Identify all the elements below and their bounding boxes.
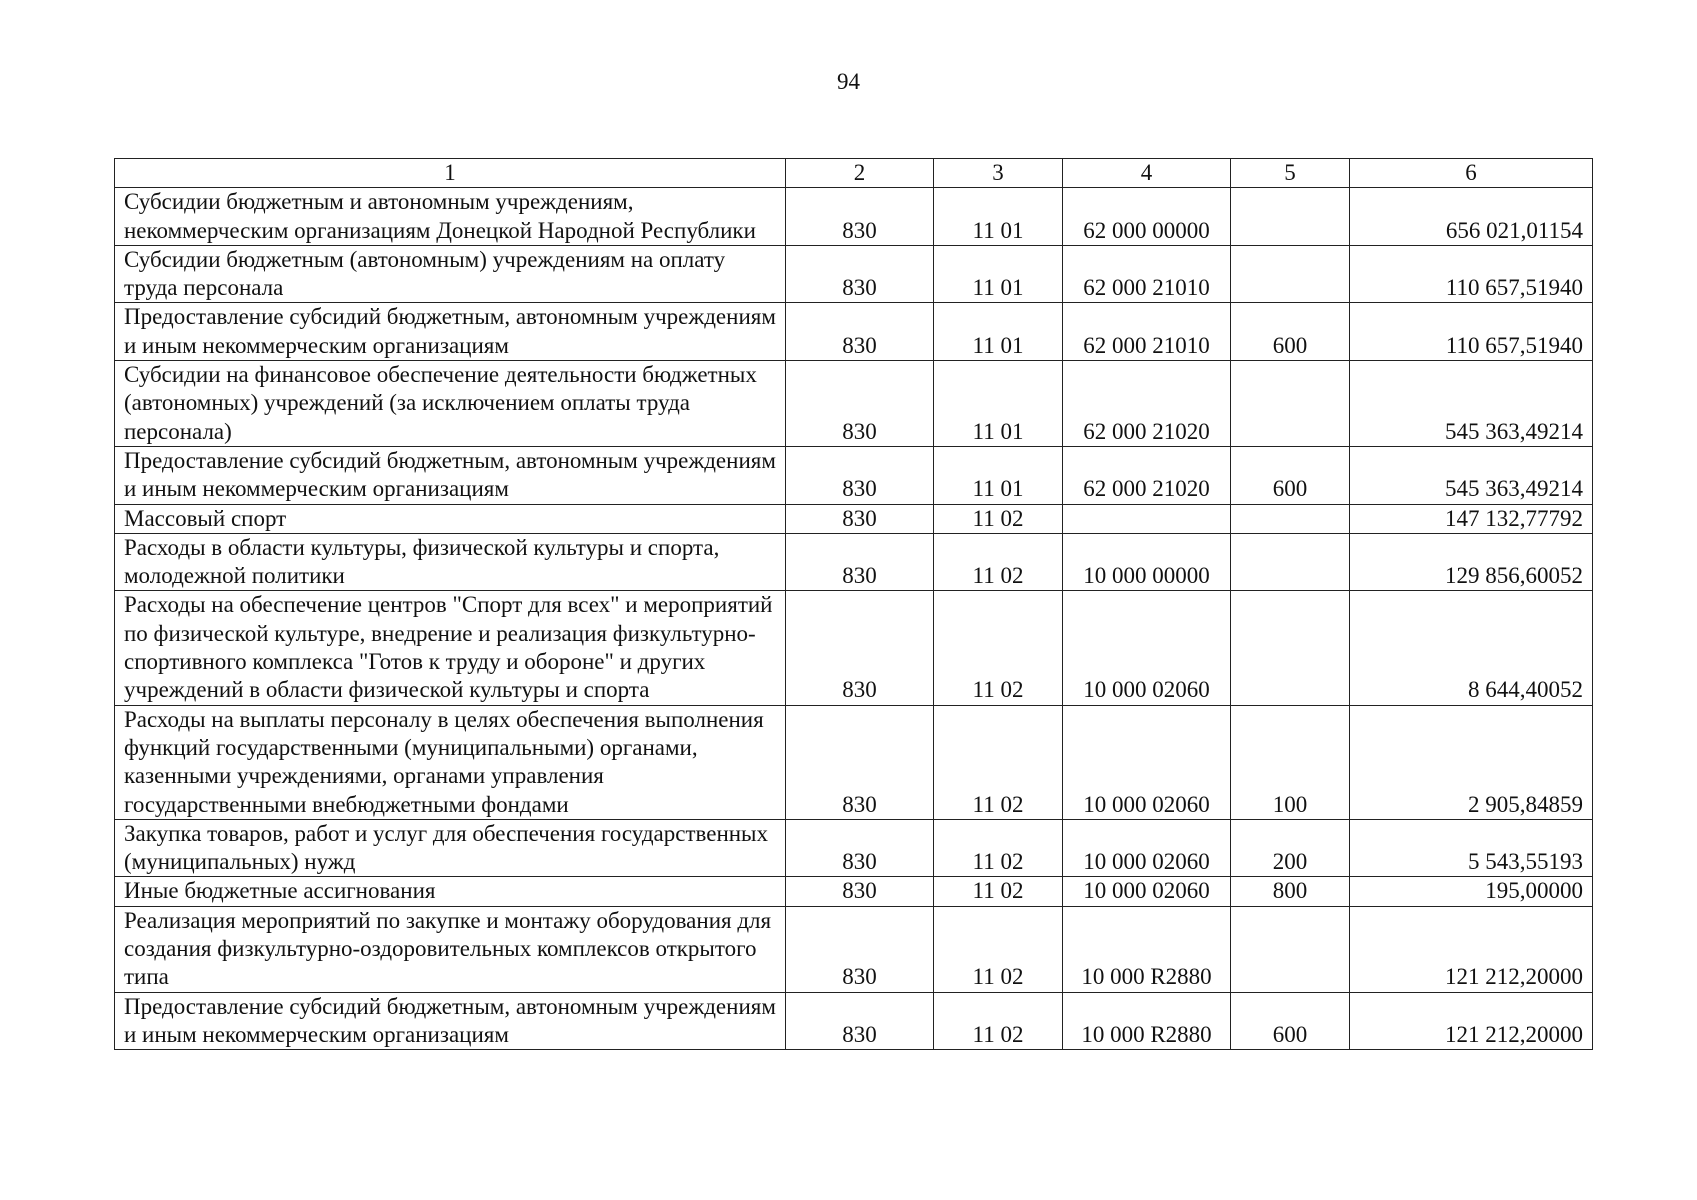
row-expense-type-cell <box>1231 245 1350 303</box>
table-row <box>115 591 1593 705</box>
row-section-cell: 11 01 <box>934 361 1063 447</box>
row-ved-code-cell: 830 <box>786 705 934 819</box>
row-expense-type-cell <box>1231 361 1350 447</box>
row-name-cell: Предоставление субсидий бюджетным, автономным учреждениям и иным некоммерческим организациям <box>115 992 786 1050</box>
row-section-cell: 11 02 <box>934 504 1063 533</box>
page-number: 94 <box>837 69 860 94</box>
row-amount-cell: 110 657,51940 <box>1350 245 1593 303</box>
row-expense-type-cell <box>1231 188 1350 246</box>
table-body <box>115 188 1593 1050</box>
table-row <box>115 992 1593 1050</box>
row-section-cell: 11 02 <box>934 533 1063 591</box>
row-ved-code-cell: 830 <box>786 906 934 992</box>
row-expense-type-cell <box>1231 504 1350 533</box>
row-amount-cell: 129 856,60052 <box>1350 533 1593 591</box>
row-ved-code-cell: 830 <box>786 877 934 906</box>
row-expense-type-cell: 800 <box>1231 877 1350 906</box>
row-expense-type-cell <box>1231 591 1350 705</box>
row-section-cell: 11 02 <box>934 819 1063 877</box>
row-name-cell: Реализация мероприятий по закупке и монтажу оборудования для создания физкультурно-оздоровительных комплексов открытого типа <box>115 906 786 992</box>
column-header: 3 <box>934 159 1063 188</box>
row-name-cell: Иные бюджетные ассигнования <box>115 877 786 906</box>
row-section-cell: 11 02 <box>934 591 1063 705</box>
row-ved-code-cell: 830 <box>786 591 934 705</box>
row-ved-code-cell: 830 <box>786 303 934 361</box>
table-row <box>115 819 1593 877</box>
row-ved-code-cell: 830 <box>786 446 934 504</box>
row-section-cell: 11 01 <box>934 188 1063 246</box>
row-section-cell: 11 02 <box>934 705 1063 819</box>
row-expense-type-cell: 600 <box>1231 303 1350 361</box>
table-row <box>115 533 1593 591</box>
column-header: 1 <box>115 159 786 188</box>
row-target-article-cell: 10 000 00000 <box>1063 533 1231 591</box>
row-target-article-cell: 10 000 02060 <box>1063 591 1231 705</box>
row-amount-cell: 121 212,20000 <box>1350 906 1593 992</box>
table-row <box>115 705 1593 819</box>
table-row <box>115 361 1593 447</box>
row-name-cell: Расходы на обеспечение центров "Спорт для всех" и мероприятий по физической культуре, внедрение и реализация физкультурно-спортивного комплекса "Готов к труду и обороне" и других учреждений в области физической культуры и спорта <box>115 591 786 705</box>
row-name-cell: Предоставление субсидий бюджетным, автономным учреждениям и иным некоммерческим организациям <box>115 303 786 361</box>
row-section-cell: 11 01 <box>934 245 1063 303</box>
row-section-cell: 11 02 <box>934 906 1063 992</box>
row-target-article-cell: 62 000 21010 <box>1063 303 1231 361</box>
row-expense-type-cell: 600 <box>1231 992 1350 1050</box>
row-target-article-cell: 62 000 00000 <box>1063 188 1231 246</box>
row-section-cell: 11 02 <box>934 992 1063 1050</box>
row-name-cell: Расходы на выплаты персоналу в целях обеспечения выполнения функций государственными (муниципальными) органами, казенными учреждениями, органами управления государственными внебюджетными фондами <box>115 705 786 819</box>
row-ved-code-cell: 830 <box>786 819 934 877</box>
table-row <box>115 188 1593 246</box>
row-amount-cell: 656 021,01154 <box>1350 188 1593 246</box>
row-ved-code-cell: 830 <box>786 992 934 1050</box>
row-ved-code-cell: 830 <box>786 504 934 533</box>
row-ved-code-cell: 830 <box>786 361 934 447</box>
row-name-cell: Закупка товаров, работ и услуг для обеспечения государственных (муниципальных) нужд <box>115 819 786 877</box>
row-name-cell: Субсидии бюджетным и автономным учреждениям, некоммерческим организациям Донецкой Народной Республики <box>115 188 786 246</box>
column-number-row <box>115 159 1593 188</box>
row-section-cell: 11 02 <box>934 877 1063 906</box>
row-expense-type-cell: 100 <box>1231 705 1350 819</box>
row-target-article-cell: 10 000 R2880 <box>1063 992 1231 1050</box>
row-amount-cell: 5 543,55193 <box>1350 819 1593 877</box>
row-section-cell: 11 01 <box>934 446 1063 504</box>
row-expense-type-cell <box>1231 533 1350 591</box>
table-row <box>115 245 1593 303</box>
row-section-cell: 11 01 <box>934 303 1063 361</box>
row-ved-code-cell: 830 <box>786 533 934 591</box>
row-name-cell: Расходы в области культуры, физической культуры и спорта, молодежной политики <box>115 533 786 591</box>
row-amount-cell: 147 132,77792 <box>1350 504 1593 533</box>
table-row <box>115 504 1593 533</box>
row-target-article-cell: 10 000 02060 <box>1063 705 1231 819</box>
row-ved-code-cell: 830 <box>786 188 934 246</box>
row-expense-type-cell <box>1231 906 1350 992</box>
row-target-article-cell: 10 000 02060 <box>1063 877 1231 906</box>
row-target-article-cell: 62 000 21010 <box>1063 245 1231 303</box>
row-name-cell: Предоставление субсидий бюджетным, автономным учреждениям и иным некоммерческим организациям <box>115 446 786 504</box>
row-target-article-cell: 10 000 R2880 <box>1063 906 1231 992</box>
table-header <box>115 159 1593 188</box>
row-target-article-cell: 62 000 21020 <box>1063 446 1231 504</box>
column-header: 5 <box>1231 159 1350 188</box>
row-target-article-cell: 62 000 21020 <box>1063 361 1231 447</box>
row-amount-cell: 2 905,84859 <box>1350 705 1593 819</box>
row-name-cell: Массовый спорт <box>115 504 786 533</box>
row-amount-cell: 545 363,49214 <box>1350 446 1593 504</box>
row-name-cell: Субсидии на финансовое обеспечение деятельности бюджетных (автономных) учреждений (за исключением оплаты труда персонала) <box>115 361 786 447</box>
column-header: 4 <box>1063 159 1231 188</box>
row-ved-code-cell: 830 <box>786 245 934 303</box>
row-amount-cell: 545 363,49214 <box>1350 361 1593 447</box>
row-amount-cell: 195,00000 <box>1350 877 1593 906</box>
table-row <box>115 303 1593 361</box>
column-header: 2 <box>786 159 934 188</box>
column-header: 6 <box>1350 159 1593 188</box>
row-target-article-cell: 10 000 02060 <box>1063 819 1231 877</box>
row-amount-cell: 110 657,51940 <box>1350 303 1593 361</box>
row-target-article-cell <box>1063 504 1231 533</box>
row-expense-type-cell: 600 <box>1231 446 1350 504</box>
row-expense-type-cell: 200 <box>1231 819 1350 877</box>
table-row <box>115 877 1593 906</box>
table-row <box>115 446 1593 504</box>
row-amount-cell: 121 212,20000 <box>1350 992 1593 1050</box>
row-name-cell: Субсидии бюджетным (автономным) учреждениям на оплату труда персонала <box>115 245 786 303</box>
row-amount-cell: 8 644,40052 <box>1350 591 1593 705</box>
table-row <box>115 906 1593 992</box>
budget-table <box>114 158 1593 1050</box>
